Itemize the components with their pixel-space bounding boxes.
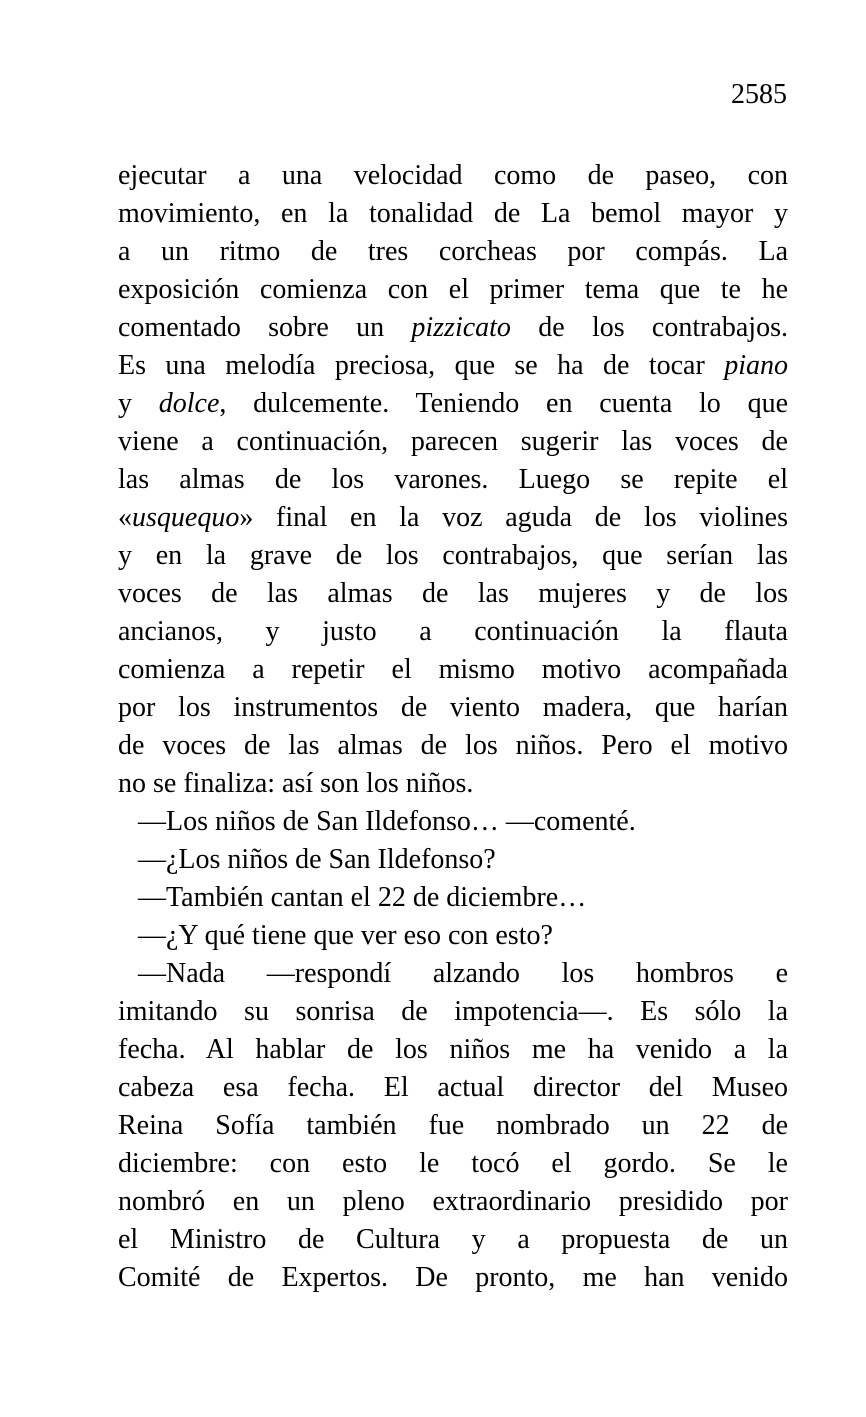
text-run: por los instrumentos de viento madera, que harían <box>118 692 788 723</box>
text-line <box>118 1221 788 1259</box>
text-run: imitando su sonrisa de impotencia—. Es sólo la <box>118 996 788 1027</box>
text-line <box>118 195 788 233</box>
text-run: cabeza esa fecha. El actual director del Museo <box>118 1072 788 1103</box>
text-line <box>118 347 788 385</box>
text-line <box>118 385 788 423</box>
text-line <box>118 1069 788 1107</box>
italic-text-run: dolce <box>158 388 220 419</box>
text-run: nombró en un pleno extraordinario presidido por <box>118 1186 788 1217</box>
text-run: —¿Los niños de San Ildefonso? <box>138 844 496 875</box>
text-run: —Nada —respondí alzando los hombros e <box>138 958 788 989</box>
text-run: voces de las almas de las mujeres y de los <box>118 578 788 609</box>
text-run: exposición comienza con el primer tema que te he <box>118 274 788 305</box>
text-line <box>118 233 788 271</box>
text-run: viene a continuación, parecen sugerir las voces de <box>118 426 788 457</box>
text-line <box>118 841 788 879</box>
text-line <box>118 1031 788 1069</box>
page-number: 2585 <box>731 79 787 110</box>
text-line <box>118 157 788 195</box>
text-line <box>118 1183 788 1221</box>
text-run: el Ministro de Cultura y a propuesta de un <box>118 1224 788 1255</box>
text-run: fecha. Al hablar de los niños me ha venido a la <box>118 1034 788 1065</box>
text-run: diciembre: con esto le tocó el gordo. Se le <box>118 1148 788 1179</box>
text-line <box>118 271 788 309</box>
text-run: no se finaliza: así son los niños. <box>118 768 474 799</box>
text-run: de los contrabajos. <box>510 312 788 343</box>
text-line <box>118 1145 788 1183</box>
text-run: » final en la voz aguda de los violines <box>239 502 788 533</box>
text-line <box>118 651 788 689</box>
text-run: y <box>118 388 159 419</box>
text-line <box>118 1259 788 1297</box>
text-line <box>118 917 788 955</box>
italic-text-run: piano <box>724 350 788 381</box>
text-line <box>118 1107 788 1145</box>
text-run: ejecutar a una velocidad como de paseo, con <box>118 160 788 191</box>
text-line <box>118 955 788 993</box>
text-run: ancianos, y justo a continuación la flauta <box>118 616 788 647</box>
text-run: las almas de los varones. Luego se repite el <box>118 464 788 495</box>
text-run: Comité de Expertos. De pronto, me han venido <box>118 1262 788 1293</box>
text-line <box>118 993 788 1031</box>
text-line <box>118 689 788 727</box>
text-line <box>118 803 788 841</box>
text-block <box>118 157 788 1297</box>
text-line <box>118 423 788 461</box>
text-line <box>118 879 788 917</box>
text-run: comentado sobre un <box>118 312 412 343</box>
text-line <box>118 461 788 499</box>
text-run: Reina Sofía también fue nombrado un 22 de <box>118 1110 788 1141</box>
text-run: —También cantan el 22 de diciembre… <box>138 882 587 913</box>
text-line <box>118 499 788 537</box>
text-line <box>118 309 788 347</box>
text-line <box>118 765 788 803</box>
text-line <box>118 537 788 575</box>
text-run: movimiento, en la tonalidad de La bemol mayor y <box>118 198 788 229</box>
text-run: —Los niños de San Ildefonso… —comenté. <box>138 806 636 837</box>
text-run: y en la grave de los contrabajos, que serían las <box>118 540 788 571</box>
text-run: Es una melodía preciosa, que se ha de tocar <box>118 350 725 381</box>
text-run: —¿Y qué tiene que ver eso con esto? <box>138 920 553 951</box>
text-run: comienza a repetir el mismo motivo acompañada <box>118 654 788 685</box>
italic-text-run: pizzicato <box>411 312 511 343</box>
text-run: , dulcemente. Teniendo en cuenta lo que <box>219 388 788 419</box>
text-run: de voces de las almas de los niños. Pero el motivo <box>118 730 788 761</box>
italic-text-run: usquequo <box>132 502 240 533</box>
text-run: « <box>118 502 132 533</box>
text-line <box>118 575 788 613</box>
text-run: a un ritmo de tres corcheas por compás. La <box>118 236 788 267</box>
text-line <box>118 613 788 651</box>
text-line <box>118 727 788 765</box>
